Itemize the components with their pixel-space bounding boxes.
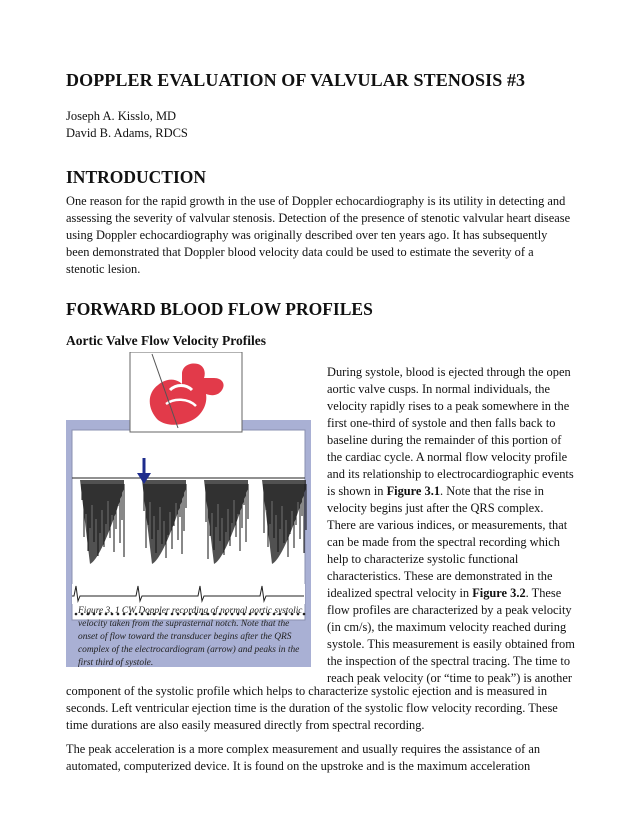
ecg-strip xyxy=(72,584,305,604)
aortic-subheading: Aortic Valve Flow Velocity Profiles xyxy=(66,333,266,348)
forward-flow-heading: FORWARD BLOOD FLOW PROFILES xyxy=(66,299,373,319)
acceleration-paragraph: The peak acceleration is a more complex measurement and usually requires the assistance of an automated, computerized device. It is found on the upstroke and is the maximum acceleration xyxy=(66,742,541,773)
figure-3-2-ref: Figure 3.2 xyxy=(472,586,526,600)
intro-heading: INTRODUCTION xyxy=(66,167,207,187)
page-title: DOPPLER EVALUATION OF VALVULAR STENOSIS #3 xyxy=(66,70,526,90)
figure-caption: Figure 3. 1 CW Doppler recording of normal aortic systolic velocity taken from the suprasternal notch. Note that the onset of flow toward the transducer begins after the QRS complex of the electrocardiogram (arrow) and peaks in the first third of systole. xyxy=(78,606,303,668)
timing-dot xyxy=(75,613,78,616)
author-1: Joseph A. Kisslo, MD xyxy=(66,109,177,123)
timing-dot xyxy=(303,613,306,616)
figure-3-1-ref: Figure 3.1 xyxy=(386,484,441,498)
author-2: David B. Adams, RDCS xyxy=(66,126,188,140)
indices-continued: component of the systolic profile which helps to characterize systolic ejection and is measured in seconds. Left ventricular ejection time is the duration of the systolic flow velocity recording. These time durations are also easily measured directly from spectral recording. xyxy=(66,684,558,732)
systole-paragraph: During systole, blood is ejected through the open aortic valve cusps. In normal individuals, the velocity rapidly rises to a peak somewhere in the first one-third of systole and then falls back to baseline during the remainder of this portion of the cardiac cycle. A normal flow velocity profile and its relationship to electrocardiographic events is shown in Figure 3.1. Note that the rise in velocity begins just after the QRS complex. xyxy=(327,365,574,515)
intro-paragraph: One reason for the rapid growth in the use of Doppler echocardiography is its utility in detecting and assessing the severity of valvular stenosis. Detection of the presence of stenotic valvular heart disease using Doppler echocardiography was originally described over ten years ago. It has subsequently been demonstrated that Doppler blood velocity data could be used to estimate the severity of a stenotic lesion. xyxy=(66,194,571,276)
indices-paragraph: There are various indices, or measurements, that can be made from the spectral recording which help to characterize systolic functional characteristics. These are demonstrated in the idealized spectral velocity in Figure 3.2. These flow profiles are characterized by a peak velocity (in cm/s), the maximum velocity reached during systole. This measurement is easily obtained from the inspection of the spectral tracing. The time to reach peak velocity (or “time to peak”) is another xyxy=(327,518,575,685)
